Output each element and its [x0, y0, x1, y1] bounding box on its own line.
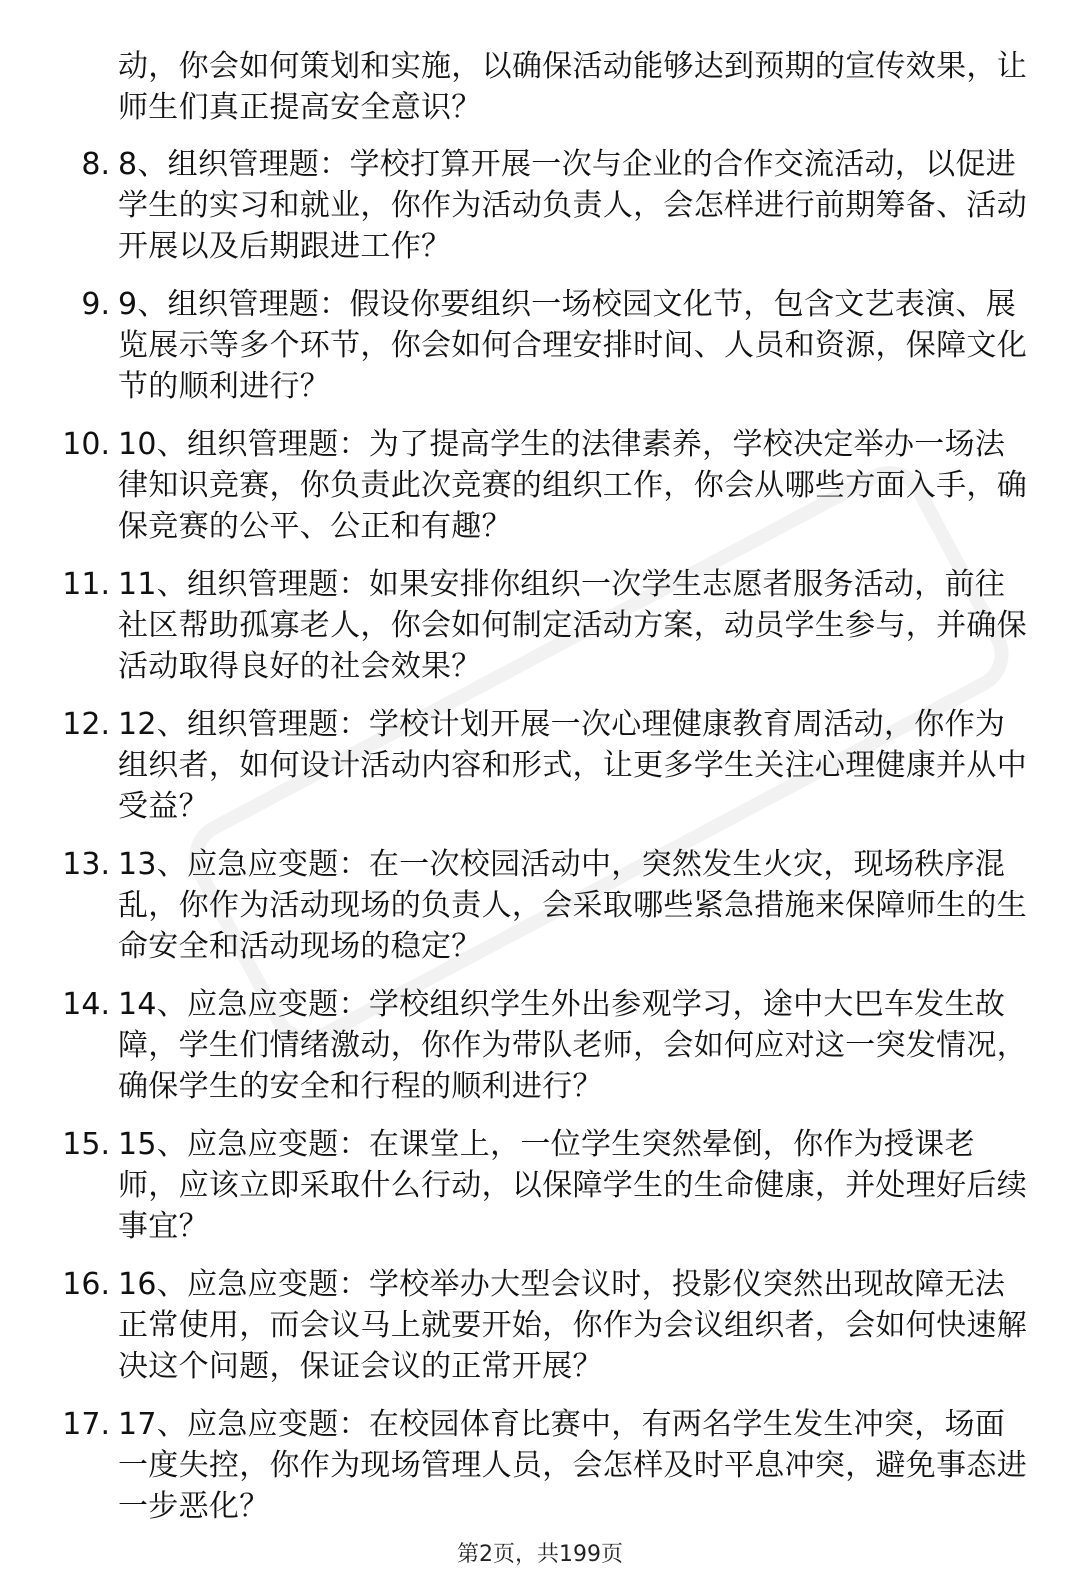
item-number: 10. — [62, 427, 110, 462]
item-text: 16、应急应变题：学校举办大型会议时，投影仪突然出现故障无法正常使用，而会议马上就要开始，你作为会议组织者，会如何快速解决这个问题，保证会议的正常开展？ — [118, 1267, 1027, 1384]
item-text: 17、应急应变题：在校园体育比赛中，有两名学生发生冲突，场面一度失控，你作为现场管理人员，会怎样及时平息冲突，避免事态进一步恶化？ — [118, 1407, 1027, 1524]
item-number: 15. — [62, 1127, 110, 1162]
item-text: 9、组织管理题：假设你要组织一场校园文化节，包含文艺表演、展览展示等多个环节，你会如何合理安排时间、人员和资源，保障文化节的顺利进行？ — [118, 287, 1027, 404]
item-text: 8、组织管理题：学校打算开展一次与企业的合作交流活动，以促进学生的实习和就业，你作为活动负责人，会怎样进行前期筹备、活动开展以及后期跟进工作？ — [118, 147, 1027, 264]
list-item — [0, 424, 1080, 547]
list-item — [0, 1404, 1080, 1527]
list-item — [0, 144, 1080, 267]
item-text: 13、应急应变题：在一次校园活动中，突然发生火灾，现场秩序混乱，你作为活动现场的负责人，会采取哪些紧急措施来保障师生的生命安全和活动现场的稳定？ — [118, 847, 1027, 964]
item-text: 14、应急应变题：学校组织学生外出参观学习，途中大巴车发生故障，学生们情绪激动，你作为带队老师，会如何应对这一突发情况，确保学生的安全和行程的顺利进行？ — [118, 987, 1027, 1104]
list-item — [0, 1124, 1080, 1247]
list-item — [0, 704, 1080, 827]
item-number: 11. — [62, 567, 110, 602]
question-list — [0, 144, 1080, 1544]
continuation-paragraph: 动，你会如何策划和实施，以确保活动能够达到预期的宣传效果，让师生们真正提高安全意识？ — [118, 49, 1027, 125]
item-number: 17. — [62, 1407, 110, 1442]
list-item — [0, 284, 1080, 407]
item-text: 11、组织管理题：如果安排你组织一次学生志愿者服务活动，前往社区帮助孤寡老人，你会如何制定活动方案，动员学生参与，并确保活动取得良好的社会效果？ — [118, 567, 1027, 684]
list-item — [0, 984, 1080, 1107]
item-number: 16. — [62, 1267, 110, 1302]
item-number: 13. — [62, 847, 110, 882]
page-footer: 第2页，共199页 — [457, 1542, 623, 1567]
item-text: 10、组织管理题：为了提高学生的法律素养，学校决定举办一场法律知识竞赛，你负责此次竞赛的组织工作，你会从哪些方面入手，确保竞赛的公平、公正和有趣？ — [118, 427, 1027, 544]
item-number: 9. — [81, 287, 110, 322]
item-number: 8. — [81, 147, 110, 182]
item-text: 15、应急应变题：在课堂上，一位学生突然晕倒，你作为授课老师，应该立即采取什么行动，以保障学生的生命健康，并处理好后续事宜？ — [118, 1127, 1027, 1244]
item-text: 12、组织管理题：学校计划开展一次心理健康教育周活动，你作为组织者，如何设计活动内容和形式，让更多学生关注心理健康并从中受益？ — [118, 707, 1027, 824]
list-item — [0, 1264, 1080, 1387]
item-number: 12. — [62, 707, 110, 742]
item-number: 14. — [62, 987, 110, 1022]
list-item — [0, 844, 1080, 967]
list-item — [0, 564, 1080, 687]
